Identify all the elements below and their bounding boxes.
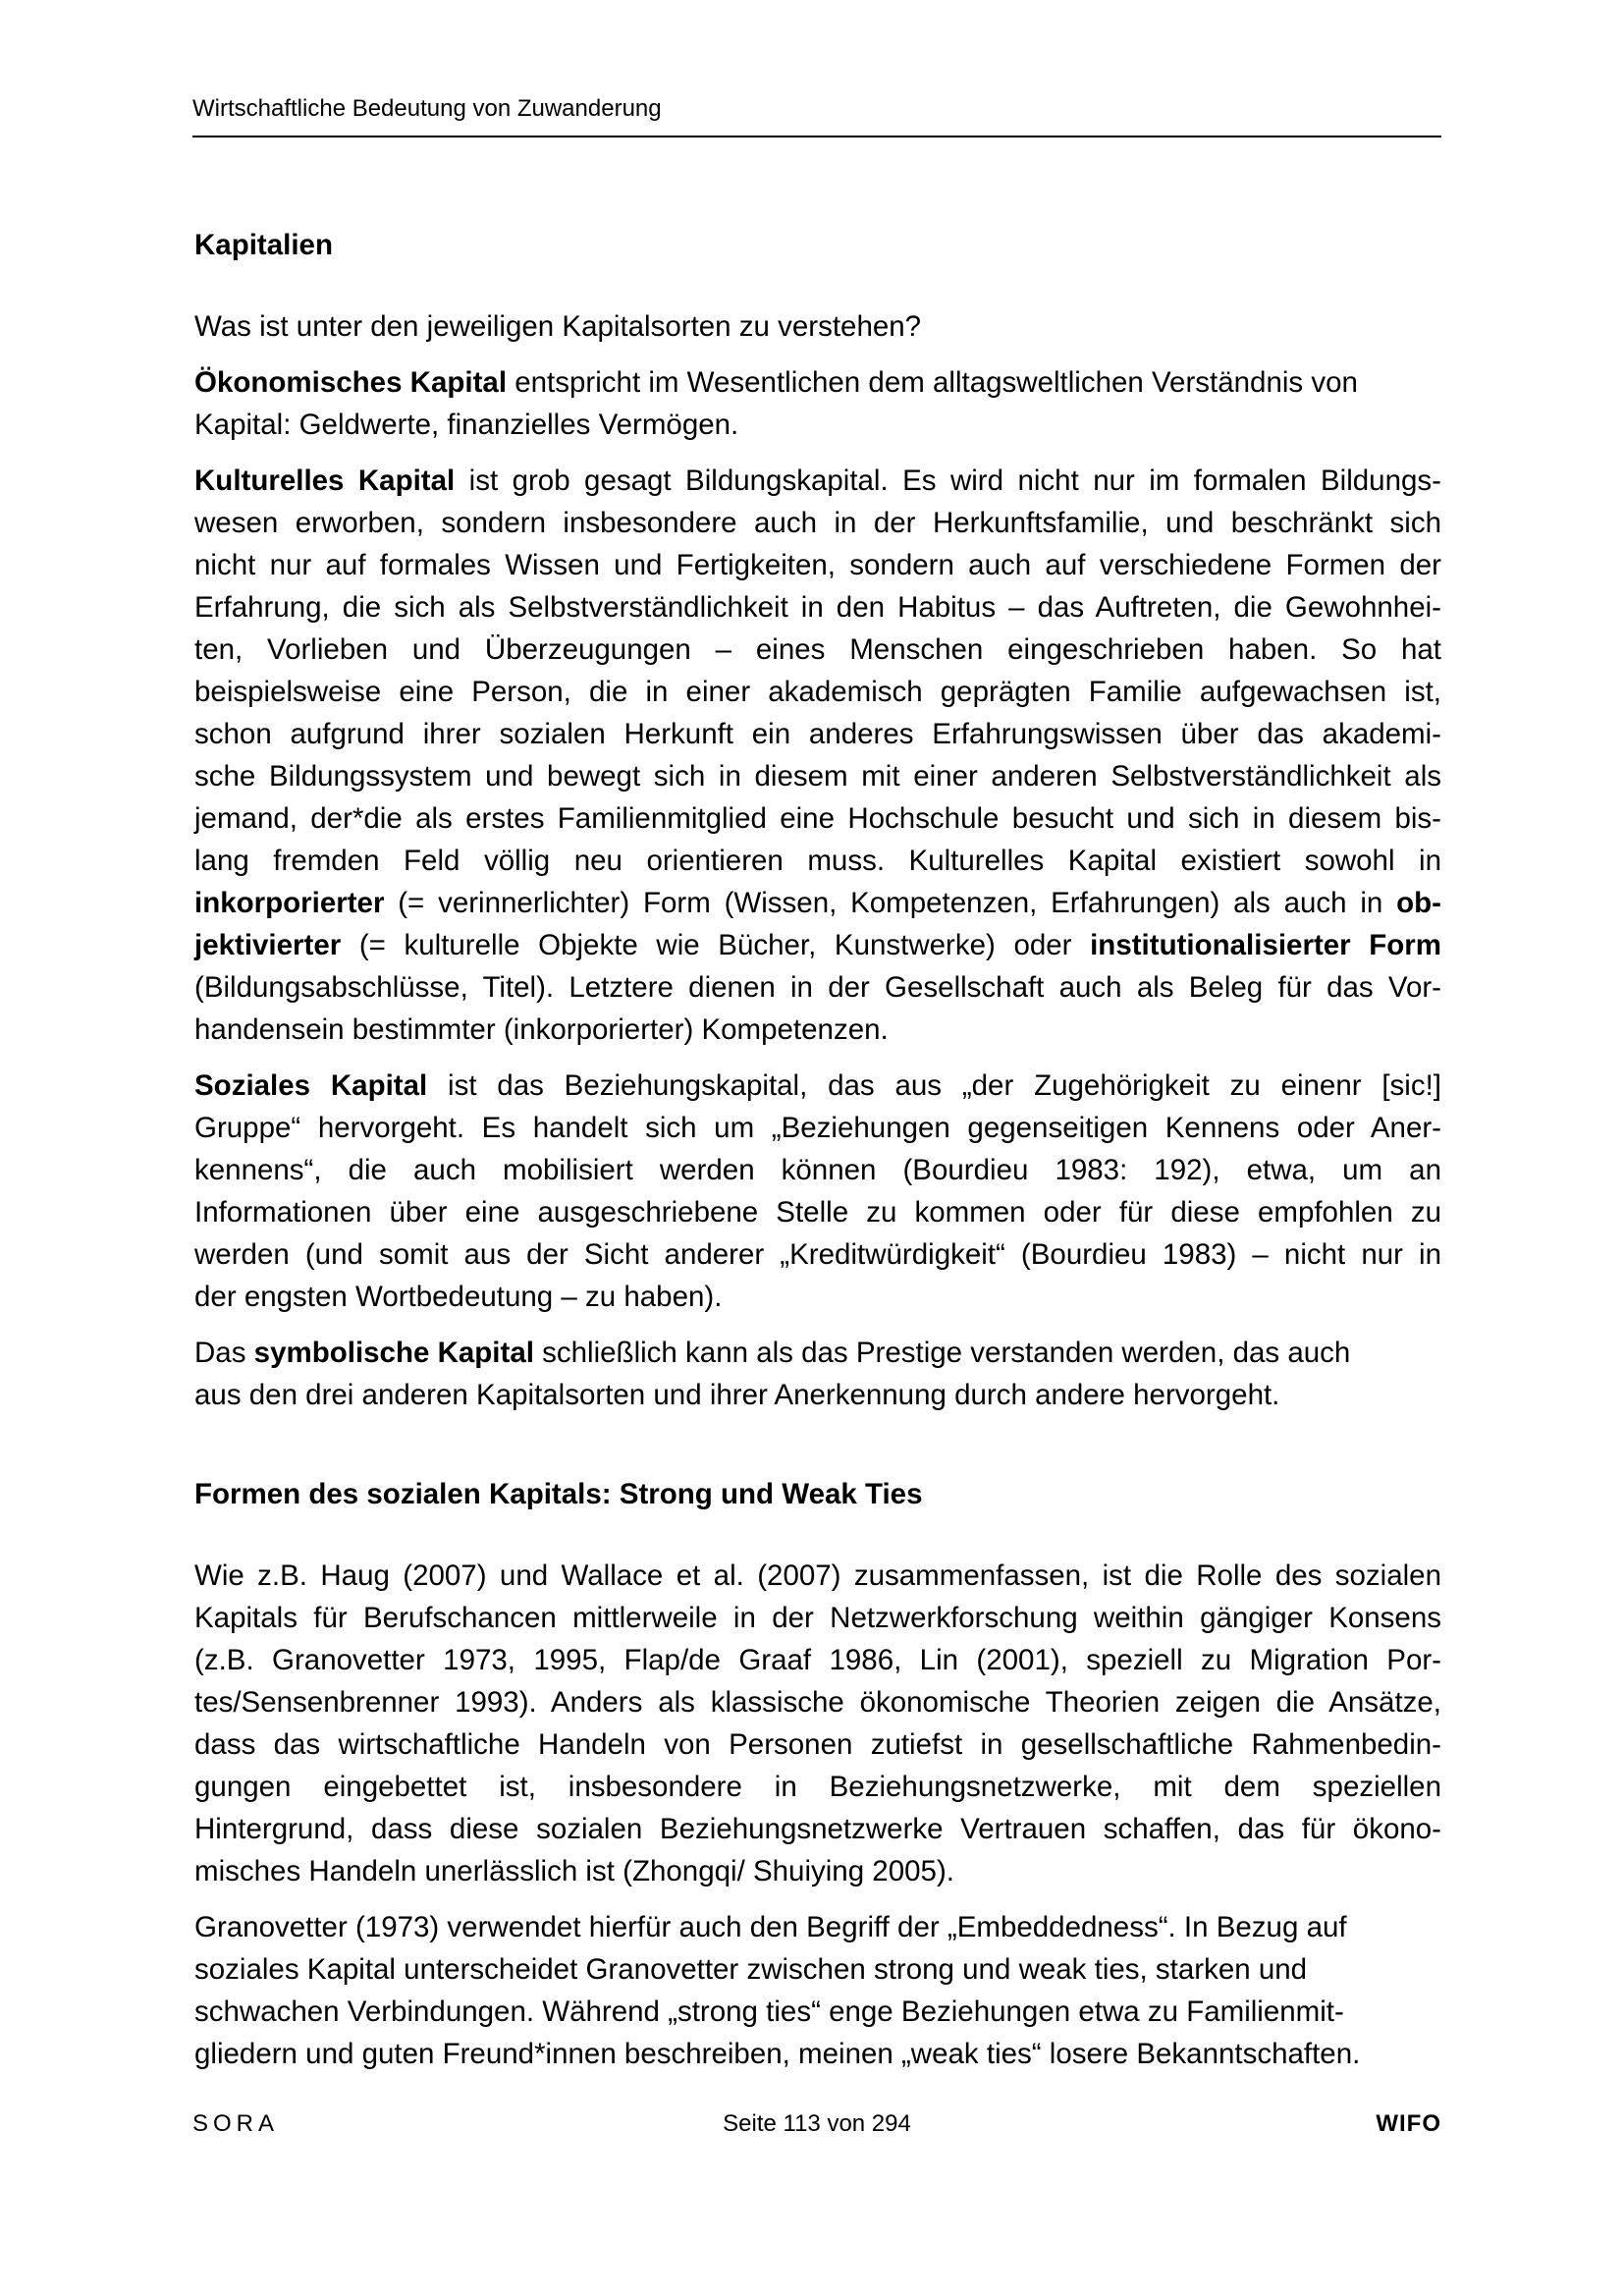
page-number: Seite 113 von 294	[723, 2110, 911, 2137]
paragraph-symbolisches-kapital: Das symbolische Kapital schließlich kann als das Prestige verstanden werden, das auch aus den drei anderen Kapitalsorten und ihrer Anerkennung durch andere hervorgeht.	[194, 1337, 1351, 1411]
term-soziales-kapital: Soziales Kapital	[194, 1069, 428, 1102]
running-header: Wirtschaftliche Bedeutung von Zuwanderung	[192, 95, 662, 122]
paragraph-kulturelles-kapital: Kulturelles Kapital ist grob gesagt Bildungskapital. Es wird nicht nur im formalen Bildungs- wesen erworben, sondern insbesondere auch in der Herkunftsfamilie, und beschränkt sich nicht nur auf formales Wissen und Fertigkeiten, sondern auch auf verschiedene Formen der Erfahrung, die sich als Selbstverständlichkeit in den Habitus – das Auftreten, die Gewohnhei- ten, Vorlieben und Überzeugungen – eines Menschen eingeschrieben haben. So hat beispielsweise eine Person, die in einer akademisch geprägten Familie aufgewachsen ist, schon aufgrund ihrer sozialen Herkunft ein anderes Erfahrungswissen über das akademi- sche Bildungssystem und bewegt sich in diesem mit einer anderen Selbstverständlichkeit als jemand, der*die als erstes Familienmitglied eine Hochschule besucht und sich in diesem bis- lang fremden Feld völlig neu orientieren muss. Kulturelles Kapital existiert sowohl in inkorporierter (= verinnerlichter) Form (Wissen, Kompetenzen, Erfahrungen) als auch in ob- jektivierter (= kulturelle Objekte wie Bücher, Kunstwerke) oder institutionalisierter Form (Bildungsabschlüsse, Titel). Letztere dienen in der Gesellschaft auch als Beleg für das Vor- handensein bestimmter (inkorporierter) Kompetenzen.	[194, 465, 1442, 1046]
page-content	[194, 224, 1441, 2075]
paragraph-embeddedness: Granovetter (1973) verwendet hierfür auch den Begriff der „Embeddedness“. In Bezug auf soziales Kapital unterscheidet Granovetter zwischen strong und weak ties, starken und schwachen Verbindungen. Während „strong ties“ enge Beziehungen etwa zu Familienmit- gliedern und guten Freund*innen beschreiben, meinen „weak ties“ losere Bekanntschaften.	[194, 1911, 1361, 2070]
term-symbolisches-kapital: symbolische Kapital	[253, 1337, 534, 1369]
term-institutionalisiert: institutionalisierter Form	[1090, 929, 1442, 961]
footer-wifo-logo: WIFO	[1376, 2110, 1441, 2137]
heading-kapitalien: Kapitalien	[194, 229, 333, 261]
term-kulturelles-kapital: Kulturelles Kapital	[194, 465, 456, 497]
heading-strong-weak-ties: Formen des sozialen Kapitals: Strong und Weak Ties	[194, 1478, 923, 1510]
term-objektiviert-part2: jektivierter	[194, 929, 342, 961]
paragraph-oekonomisches-kapital: Ökonomisches Kapital entspricht im Wesentlichen dem alltagsweltlichen Verständnis von Kapital: Geldwerte, finanzielles Vermögen.	[194, 366, 1358, 441]
paragraph-soziales-kapital: Soziales Kapital ist das Beziehungskapital, das aus „der Zugehörigkeit zu einenr [sic!] Gruppe“ hervorgeht. Es handelt sich um „Beziehungen gegenseitigen Kennens oder Aner- kennens“, die auch mobilisiert werden können (Bourdieu 1983: 192), etwa, um an Informationen über eine ausgeschriebene Stelle zu kommen oder für diese empfohlen zu werden (und somit aus der Sicht anderer „Kreditwürdigkeit“ (Bourdieu 1983) – nicht nur in der engsten Wortbedeutung – zu haben).	[194, 1069, 1442, 1313]
footer-sora-logo: SORA	[192, 2110, 280, 2137]
header-rule	[192, 136, 1441, 137]
paragraph-question: Was ist unter den jeweiligen Kapitalsorten zu verstehen?	[194, 310, 922, 343]
term-oekonomisches-kapital: Ökonomisches Kapital	[194, 366, 508, 399]
term-inkorporiert: inkorporierter	[194, 887, 385, 919]
paragraph-netzwerkforschung: Wie z.B. Haug (2007) und Wallace et al. (2007) zusammenfassen, ist die Rolle des sozialen Kapitals für Berufschancen mittlerweile in der Netzwerkforschung weithin gängiger Konsens (z.B. Granovetter 1973, 1995, Flap/de Graaf 1986, Lin (2001), speziell zu Migration Por- tes/Sensenbrenner 1993). Anders als klassische ökonomische Theorien zeigen die Ansätze, dass das wirtschaftliche Handeln von Personen zutiefst in gesellschaftliche Rahmenbedin- gungen eingebettet ist, insbesondere in Beziehungsnetzwerke, mit dem speziellen Hintergrund, dass diese sozialen Beziehungsnetzwerke Vertrauen schaffen, das für ökono- misches Handeln unerlässlich ist (Zhongqi/ Shuiying 2005).	[194, 1559, 1441, 1887]
term-objektiviert-part1: ob-	[1396, 887, 1441, 919]
page-footer	[192, 2107, 1441, 2141]
